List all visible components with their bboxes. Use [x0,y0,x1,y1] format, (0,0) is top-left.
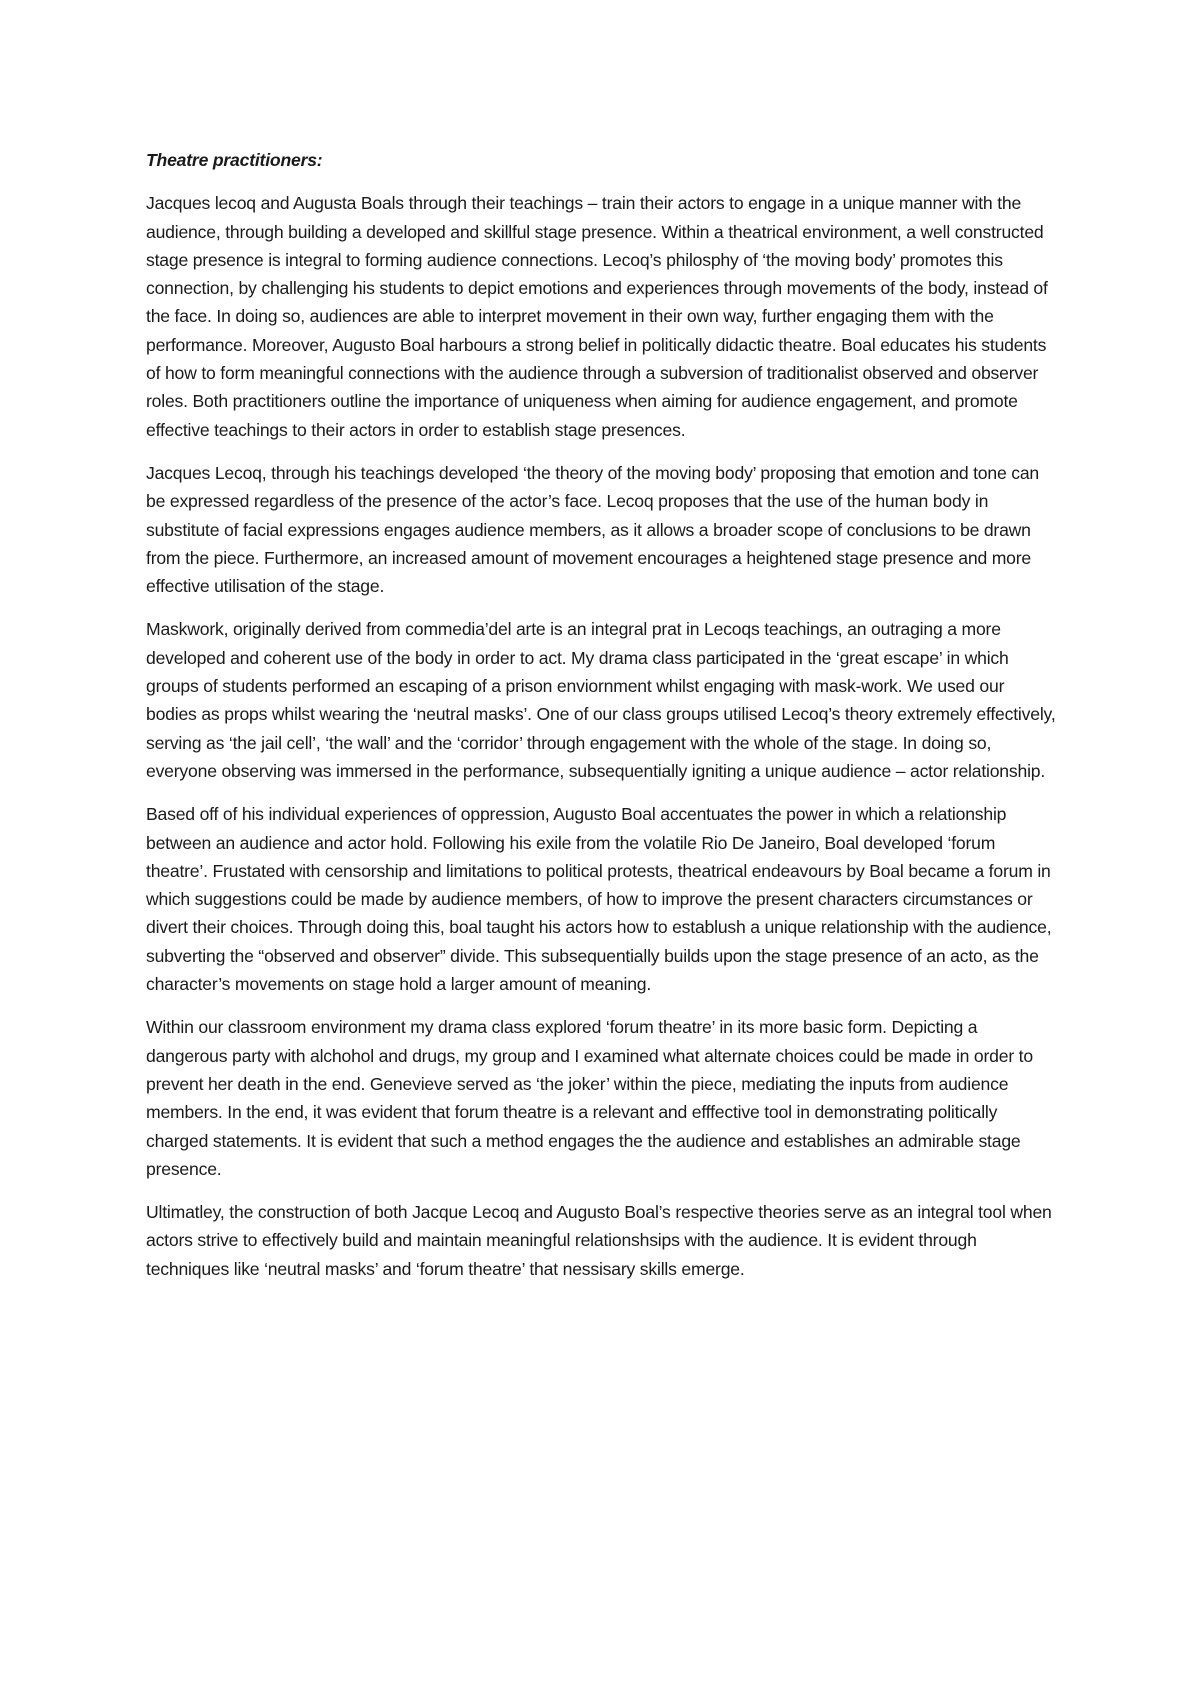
document-body [146,146,1058,1298]
paragraph-maskwork: Maskwork, originally derived from commedia’del arte is an integral prat in Lecoqs teachings, an outraging a more developed and coherent use of the body in order to act. My drama class participated in the ‘great escape’ in which groups of students performed an escaping of a prison enviornment whilst engaging with mask-work. We used our bodies as props whilst wearing the ‘neutral masks’. One of our class groups utilised Lecoq’s theory extremely effectively, serving as ‘the jail cell’, ‘the wall’ and the ‘corridor’ through engagement with the whole of the stage. In doing so, everyone observing was immersed in the performance, subsequentially igniting a unique audience – actor relationship. [146,619,1056,781]
paragraph-conclusion: Ultimatley, the construction of both Jacque Lecoq and Augusto Boal’s respective theories serve as an integral tool when actors strive to effectively build and maintain meaningful relationshsips with the audience. It is evident through techniques like ‘neutral masks’ and ‘forum theatre’ that nessisary skills emerge. [146,1202,1052,1279]
paragraph-boal-forum-theatre: Based off of his individual experiences of oppression, Augusto Boal accentuates the power in which a relationship between an audience and actor hold. Following his exile from the volatile Rio De Janeiro, Boal developed ‘forum theatre’. Frustated with censorship and limitations to political protests, theatrical endeavours by Boal became a forum in which suggestions could be made by audience members, of how to improve the present characters circumstances or divert their choices. Through doing this, boal taught his actors how to establush a unique relationship with the audience, subverting the “observed and observer” divide. This subsequentially builds upon the stage presence of an acto, as the character’s movements on stage hold a larger amount of meaning. [146,804,1052,995]
document-heading: Theatre practitioners: [146,150,323,170]
paragraph-intro: Jacques lecoq and Augusta Boals through their teachings – train their actors to engage in a unique manner with the audience, through building a developed and skillful stage presence. Within a theatrical environment, a well constructed stage presence is integral to forming audience connections. Lecoq’s philosphy of ‘the moving body’ promotes this connection, by challenging his students to depict emotions and experiences through movements of the body, instead of the face. In doing so, audiences are able to interpret movement in their own way, further engaging them with the performance. Moreover, Augusto Boal harbours a strong belief in politically didactic theatre. Boal educates his students of how to form meaningful connections with the audience through a subversion of traditionalist observed and observer roles. Both practitioners outline the importance of uniqueness when aiming for audience engagement, and promote effective teachings to their actors in order to establish stage presences. [146,193,1048,440]
paragraph-lecoq-theory: Jacques Lecoq, through his teachings developed ‘the theory of the moving body’ proposing that emotion and tone can be expressed regardless of the presence of the actor’s face. Lecoq proposes that the use of the human body in substitute of facial expressions engages audience members, as it allows a broader scope of conclusions to be drawn from the piece. Furthermore, an increased amount of movement encourages a heightened stage presence and more effective utilisation of the stage. [146,462,1040,597]
paragraph-classroom-forum: Within our classroom environment my drama class explored ‘forum theatre’ in its more basic form. Depicting a dangerous party with alchohol and drugs, my group and I examined what alternate choices could be made in order to prevent her death in the end. Genevieve served as ‘the joker’ within the piece, mediating the inputs from audience members. In the end, it was evident that forum theatre is a relevant and efffective tool in demonstrating politically charged statements. It is evident that such a method engages the the audience and establishes an admirable stage presence. [146,1017,1033,1179]
